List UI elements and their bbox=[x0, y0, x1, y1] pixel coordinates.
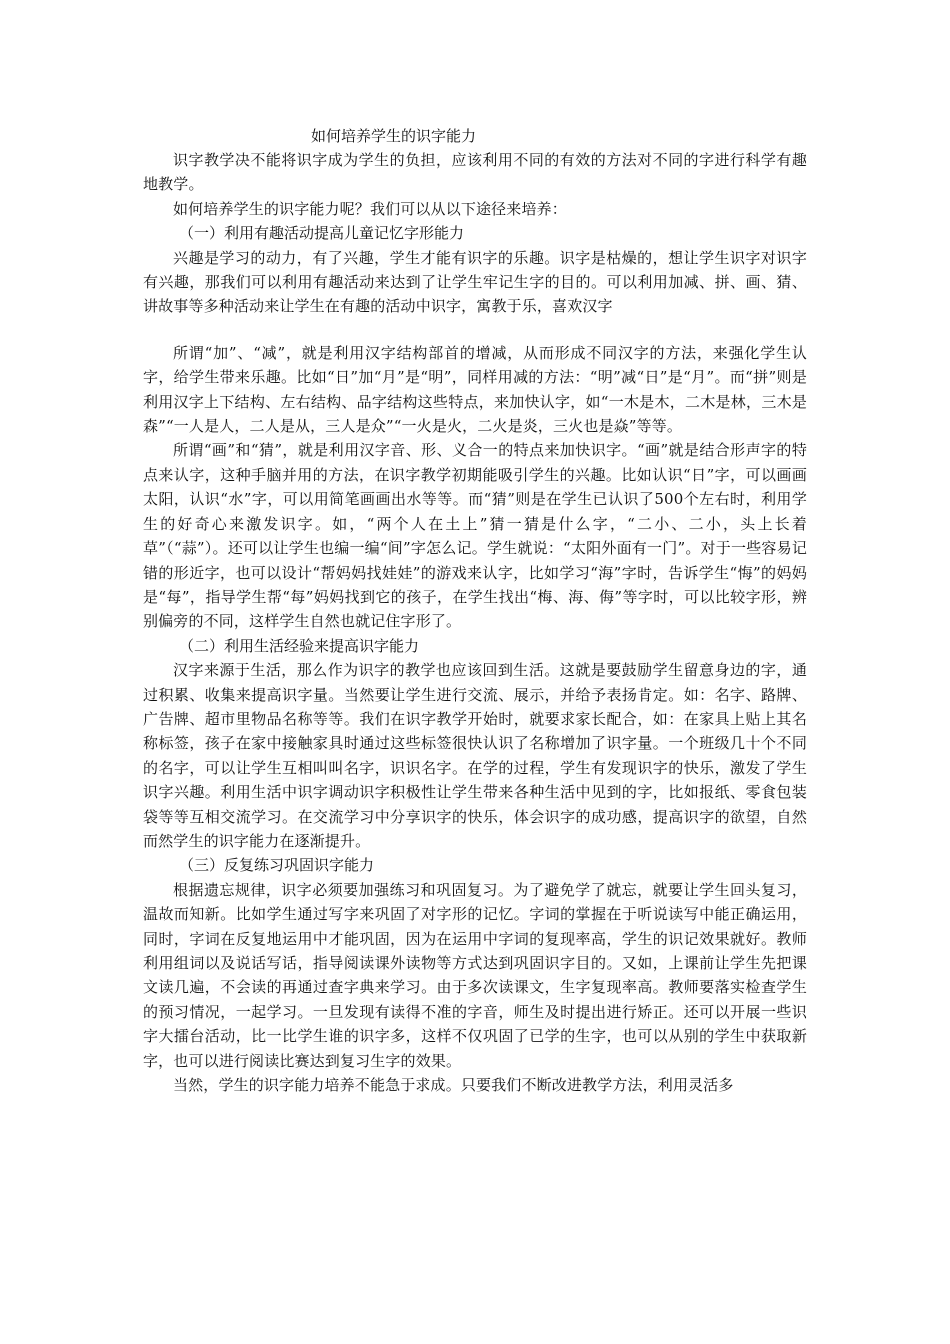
blank-line bbox=[143, 319, 807, 341]
section-1-paragraph-2: 所谓“加”、“减”，就是利用汉字结构部首的增减，从而形成不同汉字的方法，来强化学生认字，给学生带来乐趣。比如“日”加“月”是“明”，同样用减的方法：“明”减“日”是“月”。而“拼”则是利用汉字上下结构、左右结构、品字结构这些特点，来加快认字，如“一木是木，二木是林，三木是森”“一人是人，二人是从，三人是众”“一火是火，二火是炎，三火也是焱”等等。 bbox=[143, 343, 807, 436]
section-2-paragraph: 汉字来源于生活，那么作为识字的教学也应该回到生活。这就是要鼓励学生留意身边的字，通过积累、收集来提高识字量。当然要让学生进行交流、展示，并给予表扬肯定。如：名字、路牌、广告牌、超市里物品名称等等。我们在识字教学开始时，就要求家长配合，如：在家具上贴上其名称标签，孩子在家中接触家具时通过这些标签很快认识了名称增加了识字量。一个班级几十个不同的名字，可以让学生互相叫叫名字，识识名字。在学的过程，学生有发现识字的快乐，激发了学生识字兴趣。利用生活中识字调动识字积极性让学生带来各种生活中见到的字，比如报纸、零食包装袋等等互相交流学习。在交流学习中分享识字的快乐，体会识字的成功感，提高识字的欲望，自然而然学生的识字能力在逐渐提升。 bbox=[143, 661, 807, 850]
section-heading-2: （二）利用生活经验来提高识字能力 bbox=[179, 636, 420, 655]
conclusion-paragraph: 当然，学生的识字能力培养不能急于求成。只要我们不断改进教学方法，利用灵活多 bbox=[173, 1076, 734, 1095]
section-3-paragraph: 根据遗忘规律，识字必须要加强练习和巩固复习。为了避免学了就忘，就要让学生回头复习，温故而知新。比如学生通过写字来巩固了对字形的记忆。字词的掌握在于听说读写中能正确运用，同时，字词在反复地运用中才能巩固，因为在运用中字词的复现率高，学生的识记效果就好。教师利用组词以及说话写话，指导阅读课外读物等方式达到巩固识字目的。又如，上课前让学生先把课文读几遍，不会读的再通过查字典来学习。由于多次读课文，生字复现率高。教师要落实检查学生的预习情况，一起学习。一旦发现有读得不准的字音，师生及时提出进行矫正。还可以开展一些识字大擂台活动，比一比学生谁的识字多，这样不仅巩固了已学的生字，也可以从别的学生中获取新字，也可以进行阅读比赛达到复习生字的效果。 bbox=[143, 880, 807, 1070]
intro-paragraph: 识字教学决不能将识字成为学生的负担，应该利用不同的有效的方法对不同的字进行科学有趣地教学。 bbox=[143, 151, 807, 194]
section-heading-1: （一）利用有趣活动提高儿童记忆字形能力 bbox=[179, 224, 465, 243]
question-paragraph: 如何培养学生的识字能力呢？我们可以从以下途径来培养： bbox=[173, 199, 567, 218]
document-body bbox=[143, 124, 807, 1097]
section-heading-3: （三）反复练习巩固识字能力 bbox=[179, 856, 375, 875]
section-1-paragraph-1: 兴趣是学习的动力，有了兴趣，学生才能有识字的乐趣。识字是枯燥的，想让学生识字对识字有兴趣，那我们可以利用有趣活动来达到了让学生牢记生字的目的。可以利用加减、拼、画、猜、讲故事等多种活动来让学生在有趣的活动中识字，寓教于乐，喜欢汉字 bbox=[143, 248, 807, 316]
section-1-paragraph-3: 所谓“画”和“猜”，就是利用汉字音、形、义合一的特点来加快识字。“画”就是结合形声字的特点来认字，这种手脑并用的方法，在识字教学初期能吸引学生的兴趣。比如认识“日”字，可以画画太阳，认识“水”字，可以用简笔画画出水等等。而“猜”则是在学生已认识了500个左右时，利用学生的好奇心来激发识字。如，“两个人在土上”猜一猜是什么字，“二小、二小，头上长着草”（“蒜”）。还可以让学生也编一编“间”字怎么记。学生就说：“太阳外面有一门”。对于一些容易记错的形近字，也可以设计“帮妈妈找娃娃”的游戏来认字，比如学习“海”字时，告诉学生“悔”的妈妈是“每”，指导学生帮“每”妈妈找到它的孩子，在学生找出“梅、海、侮”等字时，可以比较字形，辨别偏旁的不同，这样学生自然也就记住字形了。 bbox=[143, 441, 807, 631]
document-title: 如何培养学生的识字能力 bbox=[311, 127, 477, 145]
